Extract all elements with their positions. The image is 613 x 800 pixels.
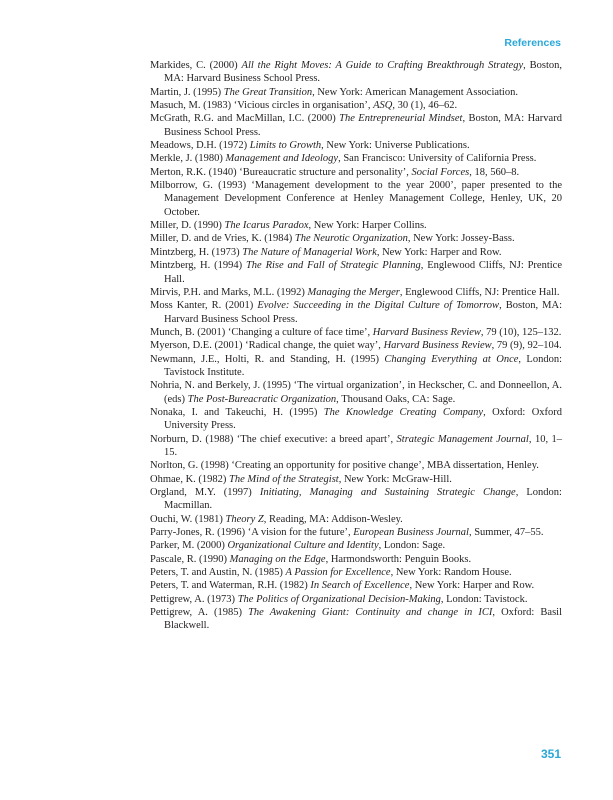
reference-entry: Mirvis, P.H. and Marks, M.L. (1992) Managing the Merger, Englewood Cliffs, NJ: Prentice Hall. bbox=[150, 286, 560, 298]
reference-entry: Pettigrew, A. (1973) The Politics of Organizational Decision-Making, London: Tavistock. bbox=[150, 593, 528, 605]
reference-entry: Milborrow, G. (1993) ‘Management development to the year 2000’, paper presented to the Management Development Conference at Henley Management College, Henley, UK, 20 October. bbox=[150, 180, 562, 218]
reference-entry: Merton, R.K. (1940) ‘Bureaucratic structure and personality’, Social Forces, 18, 560–8. bbox=[150, 166, 520, 178]
reference-list bbox=[150, 59, 562, 633]
reference-entry: Munch, B. (2001) ‘Changing a culture of face time’, Harvard Business Review, 79 (10), 125–132. bbox=[150, 326, 562, 338]
reference-entry: Meadows, D.H. (1972) Limits to Growth, New York: Universe Publications. bbox=[150, 140, 470, 152]
reference-entry: Merkle, J. (1980) Management and Ideology, San Francisco: University of California Press. bbox=[150, 153, 537, 165]
reference-entry: Pascale, R. (1990) Managing on the Edge, Harmondsworth: Penguin Books. bbox=[150, 553, 472, 565]
reference-entry: Masuch, M. (1983) ‘Vicious circles in organisation’, ASQ, 30 (1), 46–62. bbox=[150, 100, 458, 112]
reference-entry: Mintzberg, H. (1994) The Rise and Fall of Strategic Planning, Englewood Cliffs, NJ: Prentice Hall. bbox=[150, 260, 562, 285]
reference-entry: Miller, D. (1990) The Icarus Paradox, New York: Harper Collins. bbox=[150, 220, 427, 232]
reference-entry: Mintzberg, H. (1973) The Nature of Managerial Work, New York: Harper and Row. bbox=[150, 246, 502, 258]
reference-entry: Newmann, J.E., Holti, R. and Standing, H. (1995) Changing Everything at Once, London: Tavistock Institute. bbox=[150, 353, 563, 378]
reference-entry: Pettigrew, A. (1985) The Awakening Giant: Continuity and change in ICI, Oxford: Basil Blackwell. bbox=[150, 607, 562, 632]
page-number: 351 bbox=[540, 747, 561, 761]
running-head: References bbox=[504, 37, 561, 49]
reference-entry: Miller, D. and de Vries, K. (1984) The Neurotic Organization, New York: Jossey-Bass. bbox=[150, 233, 515, 245]
reference-entry: Markides, C. (2000) All the Right Moves: A Guide to Crafting Breakthrough Strategy, Boston, MA: Harvard Business School Press. bbox=[150, 60, 563, 85]
reference-entry: Myerson, D.E. (2001) ‘Radical change, the quiet way’, Harvard Business Review, 79 (9), 92–104. bbox=[150, 340, 562, 352]
reference-entry: Norlton, G. (1998) ‘Creating an opportunity for positive change’, MBA dissertation, Henley. bbox=[150, 460, 539, 472]
reference-entry: Peters, T. and Austin, N. (1985) A Passion for Excellence, New York: Random House. bbox=[150, 567, 512, 579]
reference-entry: Nohria, N. and Berkely, J. (1995) ‘The virtual organization’, in Heckscher, C. and Donneellon, A. (eds) The Post-Bureacratic Organization, Thousand Oaks, CA: Sage. bbox=[150, 380, 562, 405]
reference-entry: Peters, T. and Waterman, R.H. (1982) In Search of Excellence, New York: Harper and Row. bbox=[150, 580, 535, 592]
reference-entry: Parker, M. (2000) Organizational Culture and Identity, London: Sage. bbox=[150, 540, 446, 552]
reference-entry: Ohmae, K. (1982) The Mind of the Strategist, New York: McGraw-Hill. bbox=[150, 473, 452, 485]
reference-entry: McGrath, R.G. and MacMillan, I.C. (2000) The Entrepreneurial Mindset, Boston, MA: Harvard Business School Press. bbox=[150, 113, 562, 138]
reference-entry: Moss Kanter, R. (2001) Evolve: Succeeding in the Digital Culture of Tomorrow, Boston, MA: Harvard Business School Press. bbox=[150, 300, 562, 325]
reference-entry: Ouchi, W. (1981) Theory Z, Reading, MA: Addison-Wesley. bbox=[150, 513, 403, 525]
reference-entry: Orgland, M.Y. (1997) Initiating, Managing and Sustaining Strategic Change, London: Macmillan. bbox=[150, 487, 562, 512]
reference-entry: Martin, J. (1995) The Great Transition, New York: American Management Association. bbox=[150, 86, 518, 98]
reference-entry: Parry-Jones, R. (1996) ‘A vision for the future’, European Business Journal, Summer, 47–55. bbox=[150, 527, 544, 539]
reference-entry: Norburn, D. (1988) ‘The chief executive: a breed apart’, Strategic Management Journal, 10, 1–15. bbox=[150, 433, 563, 458]
reference-entry: Nonaka, I. and Takeuchi, H. (1995) The Knowledge Creating Company, Oxford: Oxford University Press. bbox=[150, 406, 563, 432]
